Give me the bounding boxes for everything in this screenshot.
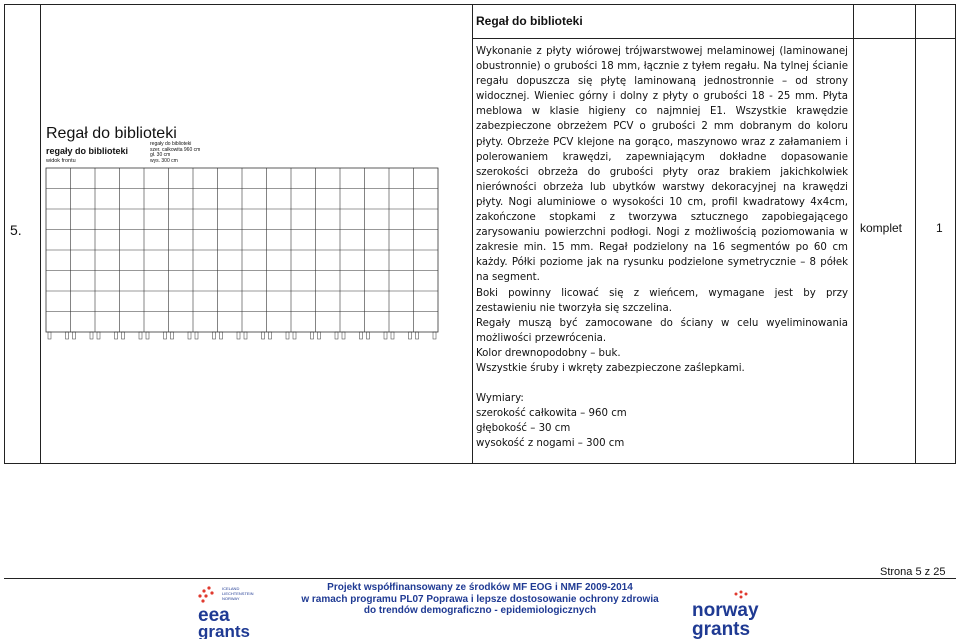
funding-notice-line: w ramach programu PL07 Poprawa i lepsze dostosowanie ochrony zdrowia <box>301 593 659 605</box>
shelf-leg <box>384 332 387 339</box>
shelf-leg <box>66 332 69 339</box>
column-divider <box>915 5 916 463</box>
shelf-leg <box>342 332 345 339</box>
eea-country-label: ICELAND <box>222 586 240 591</box>
norway-logo-word: norway <box>692 600 759 621</box>
dimensions-heading: Wymiary: <box>476 393 524 405</box>
shelf-leg <box>409 332 412 339</box>
column-divider <box>472 5 473 463</box>
shelf-leg <box>244 332 247 339</box>
shelf-leg <box>90 332 93 339</box>
drawing-info-line: regały do biblioteki <box>150 141 192 147</box>
row-number: 5. <box>10 222 22 238</box>
shelf-leg <box>311 332 314 339</box>
shelf-leg <box>146 332 149 339</box>
shelf-leg <box>48 332 51 339</box>
footer-divider <box>4 578 956 579</box>
funding-notice <box>290 582 670 617</box>
description-paragraph: Wykonanie z płyty wiórowej trójwarstwowej melaminowej (laminowanej obustronnie) o grubości 18 mm, łącznie z tyłem regału. Na tylnej ścianie regału dopuszcza się płytę laminowaną jednostronnie – od strony widocznej. Wieniec górny i dolny z płyty o grubości 18 - 25 mm. Płyta meblowa w klasie higieny co najmniej E1. Wszystkie krawędzie zabezpieczone obrzeżem PCV o grubości 2 mm dobranym do koloru płyty. Obrzeże PCV klejone na gorąco, maszynowo wraz z załamaniem i polerowaniem krawędzi, zapewniającym dokładne dopasowanie szerokości obrzeża do grubości płyty oraz brakiem jakichkolwiek nierówności obrzeża lub ubytków warstwy dekoracyjnej na krawędzi płyty. Nogi aluminiowe o wysokości 10 cm, profil kwadratowy 4x4cm, zakończone stopkami z tworzywa sztucznego zapobiegającego zarysowaniu powierzchni podłogi. Nogi z możliwością poziomowania w zakresie min. 15 mm. Regał podzielony na 16 segmentów po 60 cm każdy. Półki poziome jak na rysunku podzielone symetrycznie – 8 półek na segment. <box>476 46 848 284</box>
shelf-leg <box>318 332 321 339</box>
drawing-title: Regał do biblioteki <box>46 125 177 142</box>
dimension-line: głębokość – 30 cm <box>476 423 571 435</box>
description-paragraph: Kolor drewnopodobny – buk. <box>476 347 621 359</box>
shelf-leg <box>164 332 167 339</box>
norway-grants-logo <box>690 590 780 640</box>
page-number: Strona 5 z 25 <box>880 566 946 578</box>
eea-grants-logo <box>196 585 276 639</box>
shelf-leg <box>188 332 191 339</box>
shelf-leg <box>115 332 118 339</box>
eea-country-label: LIECHTENSTEIN <box>222 591 254 596</box>
shelf-leg <box>286 332 289 339</box>
eea-country-label: NORWAY <box>222 596 240 601</box>
drawing-info-line: wys. 300 cm <box>150 157 178 164</box>
shelf-leg <box>293 332 296 339</box>
shelf-leg <box>122 332 125 339</box>
drawing-view-label: widok frontu <box>46 158 76 164</box>
shelf-leg <box>220 332 223 339</box>
shelf-leg <box>171 332 174 339</box>
drawing-subtitle: regały do biblioteki <box>46 146 129 156</box>
funding-notice-line: Projekt współfinansowany ze środków MF EOG i NMF 2009-2014 <box>327 582 633 593</box>
shelf-leg <box>139 332 142 339</box>
drawing-info-line: szer. całkowita 960 cm <box>150 146 201 153</box>
shelf-leg <box>213 332 216 339</box>
shelf-leg <box>335 332 338 339</box>
eea-logo-word: eea <box>198 605 230 626</box>
column-divider <box>40 5 41 463</box>
dimension-line: wysokość z nogami – 300 cm <box>476 438 625 450</box>
shelf-leg <box>97 332 100 339</box>
description-paragraph: Boki powinny licować się z wieńcem, wymagane jest by przy zestawieniu nie tworzyła się szczelina. <box>476 287 848 314</box>
shelving-front-view-drawing <box>44 166 440 342</box>
drawing-info-line: gł. 30 cm <box>150 152 171 159</box>
shelf-leg <box>73 332 76 339</box>
shelf-leg <box>269 332 272 339</box>
shelf-leg <box>367 332 370 339</box>
dimension-line: szerokość całkowita – 960 cm <box>476 408 627 420</box>
norway-logo-word: grants <box>692 619 751 640</box>
row-divider <box>472 38 955 39</box>
description-paragraph: Wszystkie śruby i wkręty zabezpieczone zaślepkami. <box>476 362 745 374</box>
dimensions-block <box>476 391 848 451</box>
funding-notice-line: do trendów demograficzno - epidemiologicznych <box>363 605 597 617</box>
drawing-info <box>150 142 200 164</box>
shelf-leg <box>262 332 265 339</box>
shelf-leg <box>416 332 419 339</box>
item-description <box>476 44 848 451</box>
shelf-leg <box>433 332 436 339</box>
quantity-cell: 1 <box>936 221 943 235</box>
item-title: Regał do biblioteki <box>476 14 583 28</box>
shelf-leg <box>360 332 363 339</box>
shelf-leg <box>237 332 240 339</box>
description-paragraph: Regały muszą być zamocowane do ściany w celu wyeliminowania możliwości przewrócenia. <box>476 317 848 344</box>
shelf-leg <box>391 332 394 339</box>
unit-cell: komplet <box>860 221 903 235</box>
eea-logo-word: grants <box>198 622 250 639</box>
column-divider <box>853 5 854 463</box>
shelf-leg <box>195 332 198 339</box>
